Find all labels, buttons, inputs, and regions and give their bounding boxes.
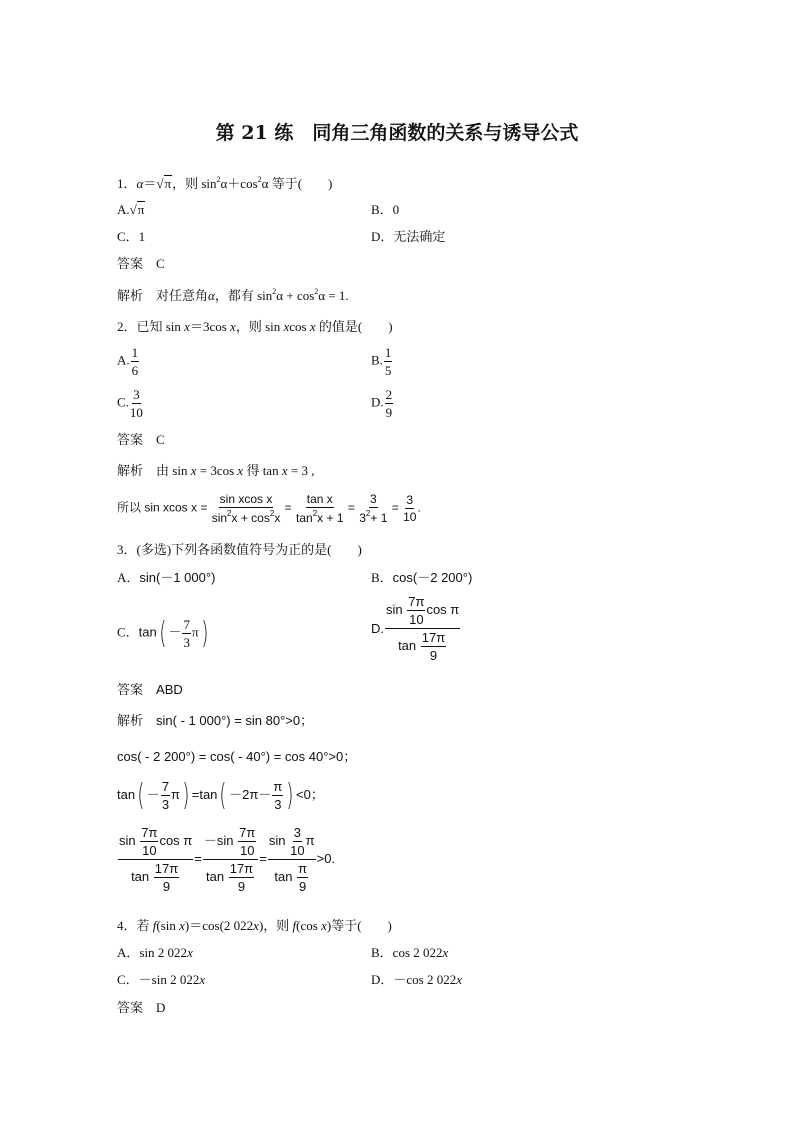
q3-analysis-line4: sin $\frac{7\pi}{10}$ cos π tan $\frac{17\pi}{9}$ = －sin $\frac{7\pi}{10}$ tan $\frac{17\pi}{9}$ = sin $\frac{3}{10}$ π tan $\frac{\pi}{9}$ >0.	[119, 825, 336, 894]
q3-answer: 答案 ABD	[117, 682, 183, 697]
q4-option-c: C．－sin 2 022x	[117, 972, 206, 987]
q1-option-a: A.√π	[117, 202, 145, 217]
q2-answer: 答案 C	[117, 432, 165, 447]
q2-stem: 2．已知 sin x＝3cos x，则 sin xcos x 的值是( )	[117, 319, 393, 334]
sqrt-symbol: √π	[129, 202, 145, 217]
q2-analysis-line1: 解析 由 sin x = 3cos x 得 tan x = 3 ,	[117, 463, 315, 478]
q1-stem: 1．α＝√π，则 $\sin^2\alpha+\cos^2\alpha$ 等于( )	[117, 175, 333, 191]
q1-answer: 答案 C	[117, 256, 165, 271]
q3-option-d: D. sin $\frac{7\pi}{10}$ cos π tan $\frac{17\pi}{9}$	[371, 594, 460, 663]
q3-option-a: A．sin(－1 000°)	[117, 570, 216, 585]
q4-option-a: A．sin 2 022x	[117, 945, 193, 960]
q1-option-b: B．0	[371, 202, 400, 217]
q3-analysis-line3: tan( － $\frac{7}{3}$ π) =tan( －2π－ $\frac{\pi}{3}$ ) <0；	[117, 777, 324, 813]
q3-analysis-line1: 解析 sin( - 1 000°) = sin 80°>0；	[117, 713, 314, 728]
q4-answer: 答案 D	[117, 1000, 166, 1015]
page-title: 第 21 练 同角三角函数的关系与诱导公式	[215, 122, 579, 144]
q2-option-b: B. $\frac{1}{5}$	[371, 345, 392, 378]
q3-analysis-line2: cos( - 2 200°) = cos( - 40°) = cos 40°>0；	[117, 749, 357, 764]
q2-option-a: A. $\frac{1}{6}$	[117, 345, 139, 378]
q1-option-c: C．1	[117, 229, 146, 244]
q2-option-d: D. $\frac{2}{9}$	[371, 387, 393, 420]
q3-option-c: C．tan( － $\frac{7}{3}$ π)	[117, 615, 208, 651]
q3-stem: 3．(多选)下列各函数值符号为正的是( )	[117, 542, 362, 557]
q2-option-c: C. $\frac{3}{10}$	[117, 387, 143, 420]
q4-option-b: B．cos 2 022x	[371, 945, 449, 960]
q3-option-b: B．cos(－2 200°)	[371, 570, 473, 585]
q1-analysis: 解析 对任意角α，都有 $\sin^2\alpha + \cos^2\alpha = 1$.	[117, 287, 349, 303]
q2-analysis-line2: 所以 sin xcos x = $\frac{\text{sin xcos x}}{\sin^2x + \cos^2x}$ = $\frac{\text{tan x}}{\tan^2x + 1}$ = $\frac{3}{3^2+ 1}$ = $\frac{3}{10}$ .	[117, 492, 421, 525]
q4-stem: 4．若 f(sin x)＝cos(2 022x)，则 f(cos x)等于( )	[117, 918, 392, 933]
sqrt-symbol: √π	[156, 176, 172, 191]
q4-option-d: D．－cos 2 022x	[371, 972, 463, 987]
q1-option-d: D．无法确定	[371, 229, 446, 244]
